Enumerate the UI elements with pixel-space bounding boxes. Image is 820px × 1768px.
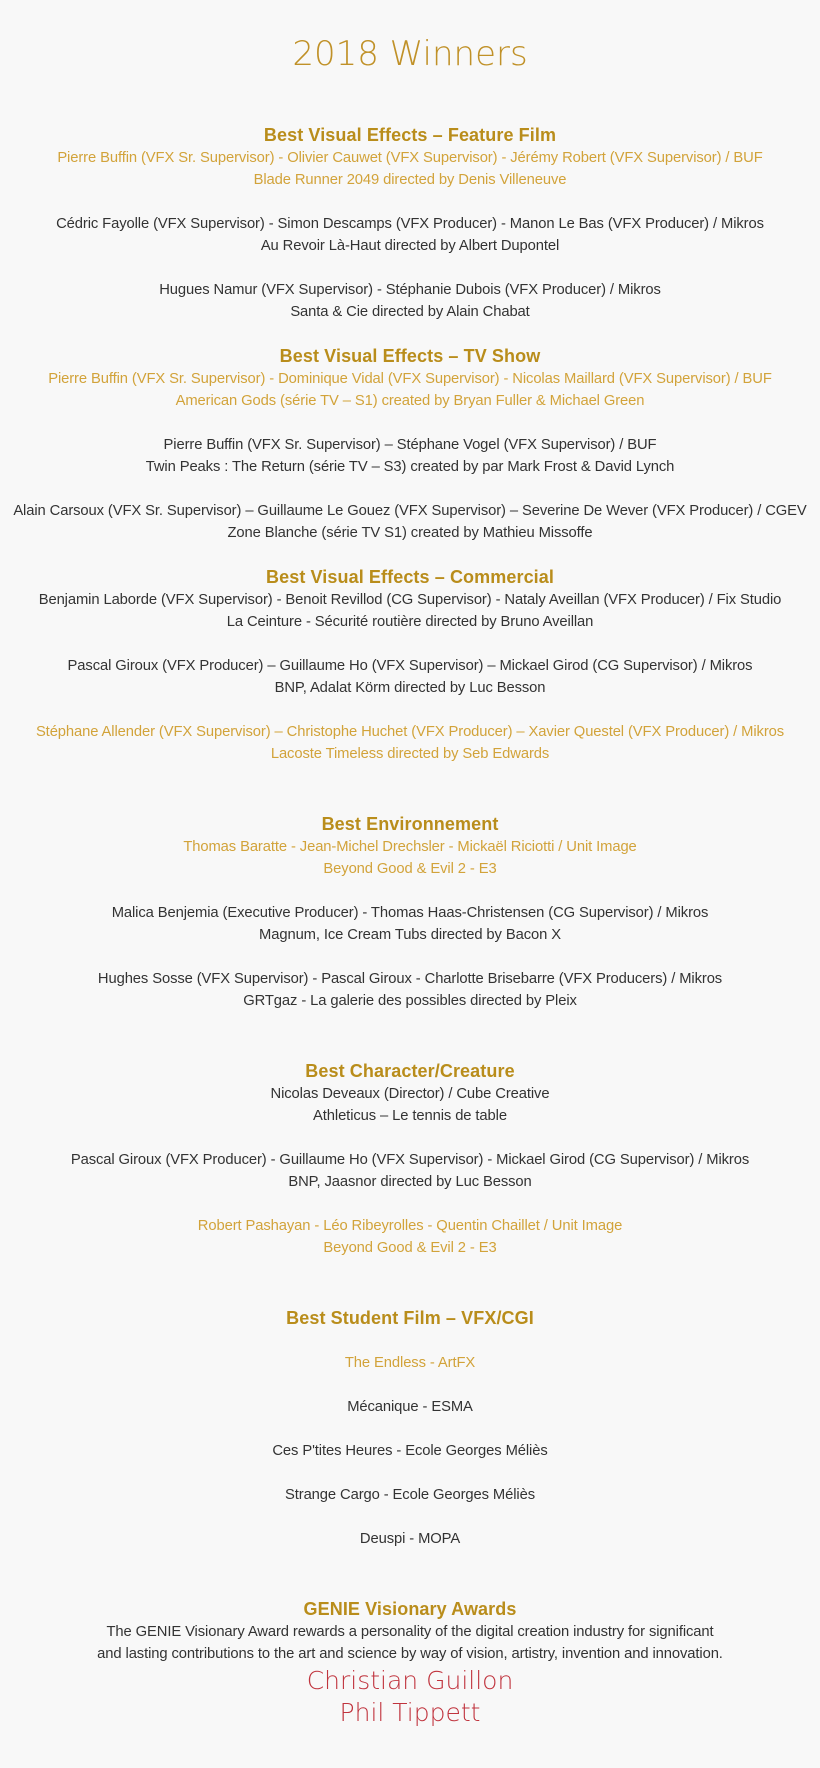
title-line: Deuspi - MOPA: [359, 1531, 461, 1547]
nominee-entry: [0, 655, 820, 699]
title-line: BNP, Adalat Körm directed by Luc Besson: [274, 680, 546, 696]
credits-line: Hugues Namur (VFX Supervisor) - Stéphanie Dubois (VFX Producer) / Mikros: [159, 282, 661, 298]
winner-entry: [0, 147, 820, 191]
title-line: Beyond Good & Evil 2 - E3: [323, 861, 497, 877]
title-line: BNP, Jaasnor directed by Luc Besson: [288, 1174, 532, 1190]
nominee-entry: [0, 589, 820, 633]
honoree-name: Christian Guillon: [306, 1666, 514, 1695]
section-environment: [0, 813, 820, 1012]
title-line: Au Revoir Là-Haut directed by Albert Dupontel: [260, 238, 560, 254]
credits-line: Pierre Buffin (VFX Sr. Supervisor) - Olivier Cauwet (VFX Supervisor) - Jérémy Robert (VFX Supervisor) / BUF: [57, 150, 763, 166]
nominee-entry: [0, 1484, 820, 1506]
page-title: 2018 Winners: [292, 34, 528, 74]
credits-line: Stéphane Allender (VFX Supervisor) – Christophe Huchet (VFX Producer) – Xavier Questel (VFX Producer) / Mikros: [35, 724, 785, 740]
title-line: Santa & Cie directed by Alain Chabat: [290, 304, 530, 320]
section-feature-film: [0, 124, 820, 323]
credits-line: Benjamin Laborde (VFX Supervisor) - Benoit Revillod (CG Supervisor) - Nataly Aveillan (VFX Producer) / Fix Studio: [38, 592, 782, 608]
nominee-entry: [0, 279, 820, 323]
nominee-entry: [0, 902, 820, 946]
credits-line: Pascal Giroux (VFX Producer) - Guillaume Ho (VFX Supervisor) - Mickael Girod (CG Supervisor) / Mikros: [70, 1152, 750, 1168]
title-line: La Ceinture - Sécurité routière directed by Bruno Aveillan: [226, 614, 594, 630]
title-line: GRTgaz - La galerie des possibles directed by Pleix: [243, 993, 577, 1009]
nominee-entry: [0, 1396, 820, 1418]
section-heading: Best Character/Creature: [305, 1061, 515, 1081]
title-line: Ces P'tites Heures - Ecole Georges Méliès: [272, 1443, 548, 1459]
credits-line: Thomas Baratte - Jean-Michel Drechsler - Mickaël Riciotti / Unit Image: [183, 839, 637, 855]
winner-entry: [0, 836, 820, 880]
section-heading: GENIE Visionary Awards: [303, 1599, 517, 1619]
title-line: Twin Peaks : The Return (série TV – S3) created by par Mark Frost & David Lynch: [145, 459, 675, 475]
credits-line: Hughes Sosse (VFX Supervisor) - Pascal Giroux - Charlotte Brisebarre (VFX Producers) / Mikros: [97, 971, 723, 987]
title-line: Athleticus – Le tennis de table: [313, 1108, 507, 1124]
title-line: Zone Blanche (série TV S1) created by Mathieu Missoffe: [227, 525, 593, 541]
section-heading: Best Visual Effects – TV Show: [279, 346, 541, 366]
section-commercial: [0, 566, 820, 765]
title-line: Blade Runner 2049 directed by Denis Villeneuve: [253, 172, 567, 188]
winner-entry: [0, 721, 820, 765]
section-heading: Best Visual Effects – Feature Film: [263, 125, 557, 145]
credits-line: Nicolas Deveaux (Director) / Cube Creative: [270, 1086, 550, 1102]
award-description: [0, 1621, 820, 1665]
credits-line: Robert Pashayan - Léo Ribeyrolles - Quentin Chaillet / Unit Image: [197, 1218, 623, 1234]
title-line: American Gods (série TV – S1) created by Bryan Fuller & Michael Green: [175, 393, 645, 409]
section-character-creature: [0, 1060, 820, 1259]
nominee-entry: [0, 434, 820, 478]
section-genie-visionary: [0, 1598, 820, 1729]
section-heading: Best Visual Effects – Commercial: [266, 567, 554, 587]
credits-line: Cédric Fayolle (VFX Supervisor) - Simon Descamps (VFX Producer) - Manon Le Bas (VFX Producer) / Mikros: [56, 216, 764, 232]
winner-entry: [0, 1215, 820, 1259]
description-line: The GENIE Visionary Award rewards a personality of the digital creation industry for significant: [106, 1624, 714, 1640]
description-line: and lasting contributions to the art and science by way of vision, artistry, invention and innovation.: [97, 1646, 723, 1662]
winner-entry: [0, 1352, 820, 1374]
title-line: Strange Cargo - Ecole Georges Méliès: [285, 1487, 535, 1503]
credits-line: Pascal Giroux (VFX Producer) – Guillaume Ho (VFX Supervisor) – Mickael Girod (CG Supervisor) / Mikros: [67, 658, 753, 674]
nominee-entry: [0, 1528, 820, 1550]
nominee-entry: [0, 500, 820, 544]
winner-entry: [0, 368, 820, 412]
section-heading: Best Student Film – VFX/CGI: [286, 1308, 534, 1328]
title-line: Magnum, Ice Cream Tubs directed by Bacon X: [259, 927, 561, 943]
title-line: The Endless - ArtFX: [344, 1355, 476, 1371]
honoree-name: Phil Tippett: [339, 1698, 481, 1727]
credits-line: Malica Benjemia (Executive Producer) - Thomas Haas-Christensen (CG Supervisor) / Mikros: [111, 905, 709, 921]
title-line: Beyond Good & Evil 2 - E3: [323, 1240, 497, 1256]
section-student-film: [0, 1307, 820, 1550]
credits-line: Pierre Buffin (VFX Sr. Supervisor) – Stéphane Vogel (VFX Supervisor) / BUF: [163, 437, 657, 453]
nominee-entry: [0, 968, 820, 1012]
section-heading: Best Environnement: [321, 814, 499, 834]
nominee-entry: [0, 1149, 820, 1193]
section-tv-show: [0, 345, 820, 544]
nominee-entry: [0, 1083, 820, 1127]
title-line: Lacoste Timeless directed by Seb Edwards: [270, 746, 550, 762]
title-line: Mécanique - ESMA: [347, 1399, 473, 1415]
credits-line: Alain Carsoux (VFX Sr. Supervisor) – Guillaume Le Gouez (VFX Supervisor) – Severine De Wever (VFX Producer) / CGEV: [13, 503, 807, 519]
credits-line: Pierre Buffin (VFX Sr. Supervisor) - Dominique Vidal (VFX Supervisor) - Nicolas Maillard (VFX Supervisor) / BUF: [48, 371, 772, 387]
nominee-entry: [0, 1440, 820, 1462]
nominee-entry: [0, 213, 820, 257]
